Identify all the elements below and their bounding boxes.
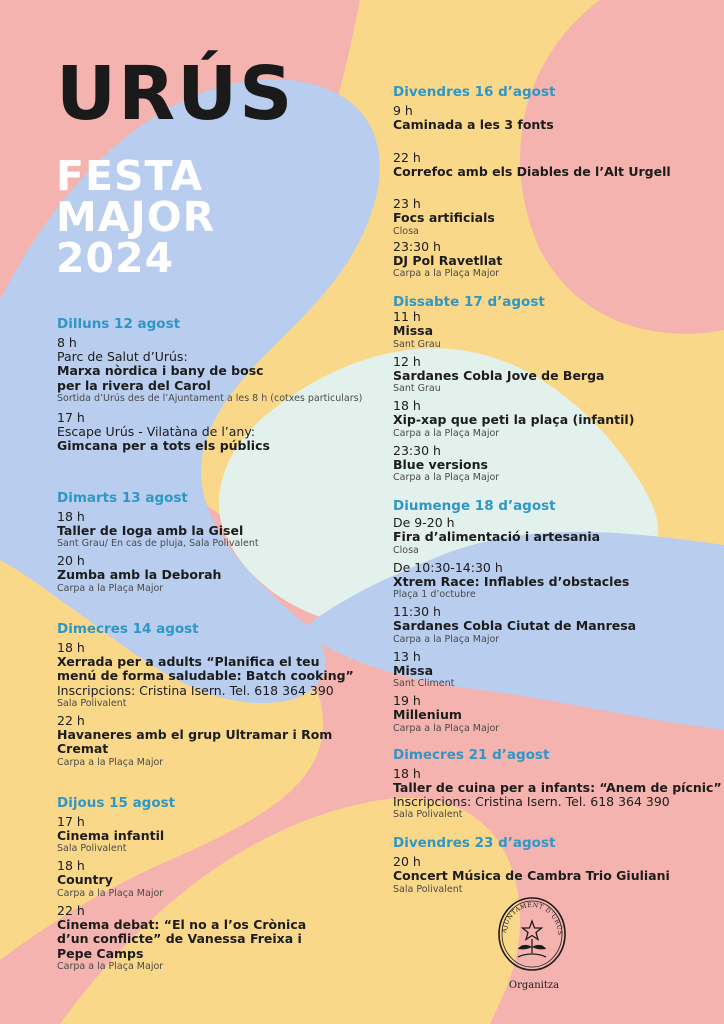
event-place: Carpa a la Plaça Major bbox=[393, 722, 500, 734]
event-place: Carpa a la Plaça Major bbox=[57, 756, 164, 768]
event-name: Sardanes Cobla Jove de Berga bbox=[393, 367, 605, 383]
event-place: Carpa a la Plaça Major bbox=[393, 268, 500, 279]
day-block bbox=[393, 835, 723, 896]
event-time: De 10:30-14:30 h bbox=[393, 559, 503, 575]
event-time: 19 h bbox=[393, 693, 421, 708]
event-item bbox=[393, 650, 723, 691]
program-left-column bbox=[57, 316, 387, 973]
event-name: Caminada a les 3 fonts bbox=[393, 117, 554, 132]
event-place: Plaça 1 d’octubre bbox=[393, 589, 476, 600]
event-name: Xerrada per a adults “Planifica el teu menú de forma saludable: Batch cooking” bbox=[57, 653, 354, 683]
event-time: 20 h bbox=[57, 553, 85, 568]
day-block bbox=[57, 621, 387, 769]
day-heading: Dimecres 14 agost bbox=[57, 620, 199, 637]
day-heading: Dijous 15 agost bbox=[57, 794, 176, 811]
event-name: Xtrem Race: Inflables d’obstacles bbox=[393, 573, 630, 589]
event-item bbox=[57, 336, 387, 405]
event-item bbox=[393, 605, 723, 646]
event-name: Missa bbox=[393, 323, 434, 338]
event-time: 18 h bbox=[57, 508, 85, 524]
event-place: Carpa a la Plaça Major bbox=[57, 887, 164, 899]
event-place: Sortida d’Urús des de l’Ajuntament a les 8 h (cotxes particulars) bbox=[57, 393, 363, 404]
event-place: Sant Grau bbox=[393, 383, 441, 394]
event-name: Missa bbox=[393, 662, 434, 678]
event-time: 18 h bbox=[393, 398, 421, 413]
event-item bbox=[393, 399, 723, 440]
event-name: Cinema infantil bbox=[57, 827, 165, 843]
event-place: Carpa a la Plaça Major bbox=[393, 633, 500, 645]
event-place: Sala Polivalent bbox=[57, 843, 127, 854]
program-right-column bbox=[393, 84, 723, 896]
day-block bbox=[393, 294, 723, 484]
event-place: Sant Grau bbox=[393, 338, 441, 350]
day-block bbox=[393, 747, 723, 822]
event-item bbox=[57, 714, 387, 769]
event-name: Taller de Ioga amb la Gisel bbox=[57, 522, 244, 538]
event-time: 11:30 h bbox=[393, 604, 441, 619]
event-place: Closa bbox=[393, 544, 419, 556]
event-time: 20 h bbox=[393, 854, 421, 869]
event-item bbox=[393, 444, 723, 485]
event-name: Marxa nòrdica i bany de bosc per la rivera del Carol bbox=[57, 363, 264, 393]
day-block bbox=[393, 498, 723, 735]
day-heading: Dilluns 12 agost bbox=[57, 316, 181, 332]
event-time: 22 h bbox=[57, 712, 85, 728]
event-place: Carpa a la Plaça Major bbox=[57, 961, 164, 972]
event-item bbox=[393, 767, 723, 822]
event-name: Blue versions bbox=[393, 456, 488, 472]
event-item bbox=[393, 240, 723, 281]
event-name: Country bbox=[57, 872, 113, 887]
event-name: Fira d’alimentació i artesania bbox=[393, 529, 601, 544]
event-item bbox=[57, 411, 387, 454]
event-place: Sant Climent bbox=[393, 678, 455, 689]
event-item bbox=[57, 904, 387, 974]
event-time: 18 h bbox=[393, 765, 421, 781]
festival-title-year: 2024 bbox=[56, 234, 175, 282]
day-heading: Dissabte 17 d’agost bbox=[393, 294, 545, 310]
event-place: Closa bbox=[393, 225, 419, 237]
event-name: Focs artificials bbox=[393, 210, 495, 225]
event-time: 8 h bbox=[57, 335, 77, 350]
event-item bbox=[393, 855, 723, 896]
event-time: 23:30 h bbox=[393, 442, 441, 458]
event-place: Sala Polivalent bbox=[393, 883, 463, 895]
event-registration: Inscripcions: Cristina Isern. Tel. 618 364 390 bbox=[57, 682, 334, 698]
event-name: DJ Pol Ravetllat bbox=[393, 252, 503, 268]
event-name: Sardanes Cobla Ciutat de Manresa bbox=[393, 618, 637, 633]
event-time: 22 h bbox=[393, 149, 421, 165]
event-time: 11 h bbox=[393, 309, 421, 324]
day-block bbox=[393, 84, 723, 280]
event-place: Sala Polivalent bbox=[57, 697, 127, 709]
event-item bbox=[393, 694, 723, 735]
event-time: 22 h bbox=[57, 902, 85, 918]
event-item bbox=[57, 815, 387, 856]
event-name: Cinema debat: “El no a l’os Crònica d’un conflicte” de Vanessa Freixa i Pepe Camps bbox=[57, 916, 307, 961]
town-council-seal-icon bbox=[496, 895, 568, 973]
event-prefix: Parc de Salut d’Urús: bbox=[57, 349, 188, 364]
event-item bbox=[393, 197, 723, 238]
event-item bbox=[393, 516, 723, 557]
event-name: Havaneres amb el grup Ultramar i Rom Cremat bbox=[57, 726, 333, 756]
festival-title bbox=[56, 152, 216, 282]
event-place: Carpa a la Plaça Major bbox=[393, 427, 500, 439]
event-time: 12 h bbox=[393, 353, 421, 369]
seal-text: AJUNTAMENT D’URÚS bbox=[501, 901, 564, 936]
event-time: 17 h bbox=[57, 410, 85, 425]
event-prefix: Escape Urús - Vilatàna de l’any: bbox=[57, 424, 256, 439]
event-item bbox=[57, 510, 387, 551]
event-name: Taller de cuina per a infants: “Anem de pícnic” bbox=[393, 779, 722, 795]
event-time: 18 h bbox=[57, 639, 85, 655]
day-heading: Divendres 16 d’agost bbox=[393, 84, 556, 100]
event-name: Xip-xap que peti la plaça (infantil) bbox=[393, 412, 635, 427]
town-title: URÚS bbox=[56, 51, 295, 137]
event-time: 23 h bbox=[393, 196, 421, 211]
event-item bbox=[57, 554, 387, 595]
day-heading: Dimarts 13 agost bbox=[57, 489, 188, 506]
day-block bbox=[57, 316, 387, 454]
day-heading: Dimecres 21 d’agost bbox=[393, 746, 550, 763]
event-name: Correfoc amb els Diables de l’Alt Urgell bbox=[393, 163, 671, 179]
event-place: Carpa a la Plaça Major bbox=[57, 582, 164, 594]
event-name: Zumba amb la Deborah bbox=[57, 567, 222, 582]
event-name: Millenium bbox=[393, 707, 462, 722]
day-heading: Divendres 23 d’agost bbox=[393, 835, 556, 851]
event-item bbox=[57, 859, 387, 900]
day-heading: Diumenge 18 d’agost bbox=[393, 498, 556, 514]
day-block bbox=[57, 490, 387, 595]
event-time: 23:30 h bbox=[393, 238, 441, 254]
event-name: Gimcana per a tots els públics bbox=[57, 438, 270, 453]
event-place: Carpa a la Plaça Major bbox=[393, 472, 500, 483]
event-time: 13 h bbox=[393, 648, 421, 664]
event-place: Sant Grau/ En cas de pluja, Sala Polivalent bbox=[57, 538, 259, 549]
event-item bbox=[393, 310, 723, 351]
event-item bbox=[393, 151, 723, 180]
event-time: 18 h bbox=[57, 858, 85, 873]
festival-title-line2: MAJOR bbox=[56, 193, 216, 241]
event-registration: Inscripcions: Cristina Isern. Tel. 618 364 390 bbox=[393, 794, 670, 809]
event-item bbox=[57, 641, 387, 710]
event-name: Concert Música de Cambra Trio Giuliani bbox=[393, 868, 670, 883]
event-time: De 9-20 h bbox=[393, 515, 455, 530]
event-time: 9 h bbox=[393, 103, 413, 118]
event-item bbox=[393, 104, 723, 133]
day-block bbox=[57, 795, 387, 974]
event-item bbox=[393, 561, 723, 602]
festival-title-line1: FESTA bbox=[56, 152, 204, 200]
event-time: 17 h bbox=[57, 813, 85, 829]
event-place: Sala Polivalent bbox=[393, 809, 463, 820]
organizer-label: Organitza bbox=[508, 980, 560, 991]
event-item bbox=[393, 355, 723, 396]
